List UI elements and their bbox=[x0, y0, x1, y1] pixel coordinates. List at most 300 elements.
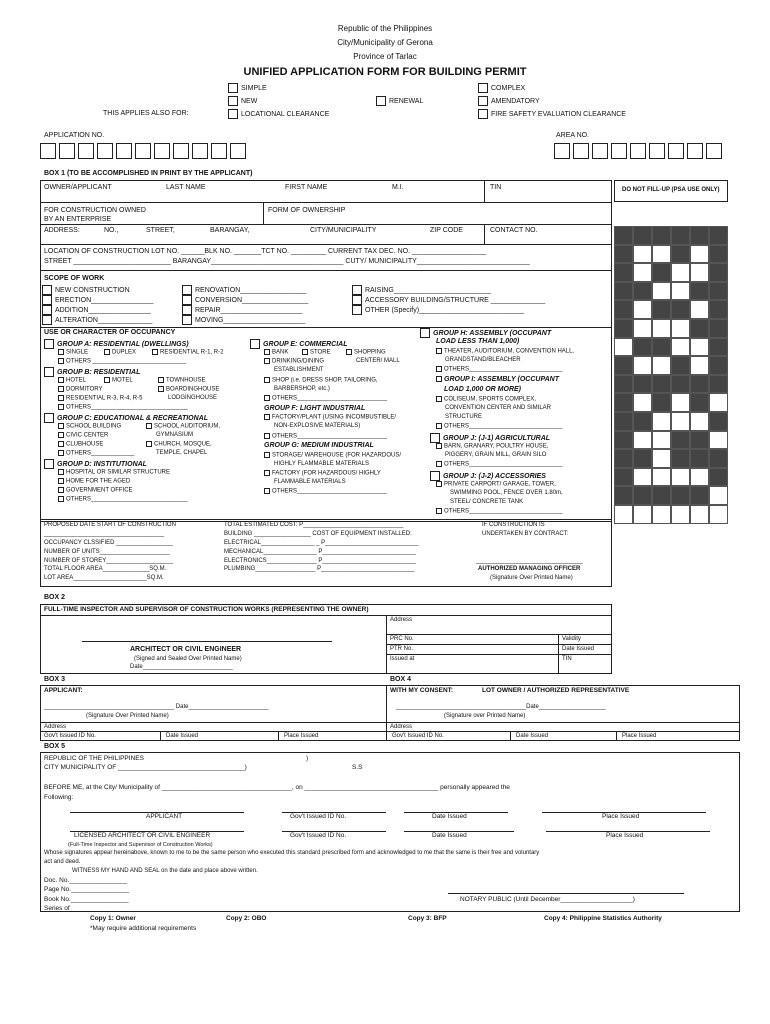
tin-label: TIN bbox=[490, 184, 502, 191]
number-box[interactable] bbox=[192, 143, 208, 159]
psa-grid-cell bbox=[671, 431, 690, 450]
gc-auditorium[interactable]: SCHOOL AUDITORIUM, bbox=[146, 423, 220, 430]
gb-lodging-label: LODGINGHOUSE bbox=[168, 395, 218, 401]
psa-grid-cell bbox=[633, 486, 652, 505]
ge-drinking[interactable]: DRINKING/DINING bbox=[264, 358, 324, 365]
gi-structure-label: STRUCTURE bbox=[445, 414, 482, 420]
psa-grid-cell bbox=[652, 356, 671, 375]
psa-grid-cell bbox=[690, 375, 709, 394]
psa-grid-cell bbox=[709, 375, 728, 394]
occupancy-classified[interactable]: OCCUPANCY CLSSIFIED _________________ bbox=[44, 540, 173, 546]
scope-accessory[interactable]: ACCESSORY BUILDING/STRUCTURE ______________ bbox=[352, 295, 545, 305]
group-d[interactable]: GROUP D: INSTITUTIONAL bbox=[44, 459, 147, 469]
option-renewal[interactable]: RENEWAL bbox=[376, 96, 423, 106]
scope-repair[interactable]: REPAIR_____________________ bbox=[182, 305, 302, 315]
cost-electronics[interactable]: ELECTRONICS_______________ P____________________________ bbox=[224, 558, 416, 564]
renewal-checkbox[interactable] bbox=[376, 96, 386, 106]
box4-date: Date Issued bbox=[516, 733, 549, 739]
gb-townhouse[interactable]: TOWNHOUSE bbox=[158, 377, 206, 384]
gj-barn[interactable]: BARN, GRANARY, POULTRY HOUSE, bbox=[436, 443, 548, 450]
gb-residential[interactable]: RESIDENTIAL R-3, R-4, R-5 bbox=[58, 395, 142, 402]
group-c[interactable]: GROUP C: EDUCATIONAL & RECREATIONAL bbox=[44, 413, 208, 423]
box1-title: BOX 1 (TO BE ACCOMPLISHED IN PRINT BY THE APPLICANT) bbox=[44, 170, 253, 177]
box3-sigline[interactable]: _______________________________________ Date________________________ bbox=[44, 704, 269, 710]
psa-grid-cell bbox=[614, 505, 633, 524]
psa-grid-cell bbox=[633, 449, 652, 468]
total-floor-area[interactable]: TOTAL FLOOR AREA______________SQ.M. bbox=[44, 566, 167, 572]
group-e-checkbox[interactable] bbox=[250, 339, 260, 349]
psa-grid-cell bbox=[671, 449, 690, 468]
gd-others[interactable]: OTHERS_____________________________ bbox=[58, 496, 188, 503]
psa-grid-cell bbox=[709, 356, 728, 375]
box5-fulltime: (Full-Time Inspector and Supervisor of Construction Works) bbox=[68, 842, 213, 848]
gj2-others[interactable]: OTHERS____________________________ bbox=[436, 508, 562, 515]
scope-conversion[interactable]: CONVERSION_________________ bbox=[182, 295, 308, 305]
box5-title: BOX 5 bbox=[44, 743, 66, 750]
psa-grid-cell bbox=[633, 468, 652, 487]
box2-issued-at: Issued at bbox=[390, 656, 415, 662]
ga-duplex[interactable]: DUPLEX bbox=[104, 349, 136, 356]
scope-raising-checkbox[interactable] bbox=[352, 285, 362, 295]
scope-alteration-checkbox[interactable] bbox=[42, 315, 52, 325]
box2-validity: Validity bbox=[562, 636, 581, 642]
group-c-checkbox[interactable] bbox=[44, 413, 54, 423]
scope-erection[interactable]: ERECTION________________ bbox=[42, 295, 153, 305]
psa-grid-cell bbox=[671, 282, 690, 301]
psa-grid-cell bbox=[709, 300, 728, 319]
psa-grid-cell bbox=[690, 245, 709, 264]
proposed-date: PROPOSED DATE START OF CONSTRUCTION bbox=[44, 522, 176, 528]
contract-label-2: UNDERTAKEN BY CONTRACT: bbox=[482, 531, 569, 537]
psa-grid-cell bbox=[652, 412, 671, 431]
psa-grid-cell bbox=[671, 505, 690, 524]
scope-moving-checkbox[interactable] bbox=[182, 315, 192, 325]
gc-civic[interactable]: CIVIC CENTER bbox=[58, 432, 108, 439]
address-label: ADDRESS: bbox=[44, 227, 80, 234]
number-box[interactable] bbox=[611, 143, 627, 159]
location-line-1: LOCATION OF CONSTRUCTION LOT NO. ______BLK NO. _______TCT NO. _________ CURRENT TAX DEC. NO. ___________________ bbox=[44, 248, 486, 255]
scope-moving[interactable]: MOVING_____________________ bbox=[182, 315, 305, 325]
box4-sig: (Signature over Printed Name) bbox=[444, 713, 526, 719]
psa-grid-cell bbox=[614, 245, 633, 264]
last-name-label: LAST NAME bbox=[166, 184, 206, 191]
number-units[interactable]: NUMBER OF UNITS_____________________ bbox=[44, 549, 170, 555]
box5-date1: Date Issued bbox=[432, 813, 467, 820]
address-zip-label: ZIP CODE bbox=[430, 227, 463, 234]
gd-home[interactable]: HOME FOR THE AGED bbox=[58, 478, 130, 485]
box2-heading: FULL-TIME INSPECTOR AND SUPERVISOR OF CONSTRUCTION WORKS (REPRESENTING THE OWNER) bbox=[44, 606, 369, 613]
address-contact-label: CONTACT NO. bbox=[490, 227, 538, 234]
option-amendatory[interactable]: AMENDATORY bbox=[478, 96, 540, 106]
area-no-label: AREA NO. bbox=[556, 132, 590, 139]
box4-place: Place Issued bbox=[622, 733, 657, 739]
number-box[interactable] bbox=[116, 143, 132, 159]
number-box[interactable] bbox=[97, 143, 113, 159]
box5-whose-1: Whose signatures appear hereinabove, known to me to be the same person who executed this standard prescribed form and acknowledged to me that the same is their free and voluntary bbox=[44, 850, 540, 856]
gc-school[interactable]: SCHOOL BUILDING bbox=[58, 423, 121, 430]
psa-grid-cell bbox=[671, 412, 690, 431]
ga-single[interactable]: SINGLE bbox=[58, 349, 88, 356]
amendatory-checkbox[interactable] bbox=[478, 96, 488, 106]
gf-factory[interactable]: FACTORY/PLANT (USING INCOMBUSTIBLE/ bbox=[264, 414, 396, 421]
address-barangay-label: BARANGAY, bbox=[210, 227, 250, 234]
box2-date[interactable]: Date___________________________ bbox=[130, 664, 233, 670]
ga-others[interactable]: OTHERS ____________________________ bbox=[58, 358, 186, 365]
psa-grid-cell bbox=[633, 282, 652, 301]
group-a[interactable]: GROUP A: RESIDENTIAL (DWELLINGS) bbox=[44, 339, 189, 349]
psa-grid-cell bbox=[690, 505, 709, 524]
by-enterprise-label: BY AN ENTERPRISE bbox=[44, 216, 112, 223]
psa-grid-cell bbox=[614, 282, 633, 301]
group-h[interactable]: GROUP H: ASSEMBLY (OCCUPANT bbox=[420, 328, 551, 338]
gc-church[interactable]: CHURCH, MOSQUE, bbox=[146, 441, 212, 448]
box5-city[interactable]: CITY MUNICIPALITY OF ___________________________________) bbox=[44, 764, 247, 771]
ge-barbershop-label: BARBERSHOP, etc.) bbox=[274, 386, 330, 392]
psa-grid-cell bbox=[652, 393, 671, 412]
gi-coliseum[interactable]: COLISEUM, SPORTS COMPLEX, bbox=[436, 396, 536, 403]
number-box[interactable] bbox=[211, 143, 227, 159]
group-j2-checkbox[interactable] bbox=[430, 471, 440, 481]
box4-sigline[interactable]: _______________________________________Date____________________ bbox=[396, 704, 606, 710]
psa-grid-cell bbox=[671, 245, 690, 264]
box5-doc[interactable]: Doc. No.________________ bbox=[44, 877, 128, 884]
scope-accessory-checkbox[interactable] bbox=[352, 295, 362, 305]
box5-govt1: Gov't Issued ID No. bbox=[290, 813, 347, 820]
psa-grid-cell bbox=[633, 505, 652, 524]
box3-title: BOX 3 bbox=[44, 676, 66, 683]
gf-others[interactable]: OTHERS___________________________ bbox=[264, 433, 387, 440]
psa-grid-cell bbox=[709, 282, 728, 301]
number-box[interactable] bbox=[154, 143, 170, 159]
number-box[interactable] bbox=[630, 143, 646, 159]
fire-checkbox[interactable] bbox=[478, 109, 488, 119]
psa-grid-cell bbox=[633, 412, 652, 431]
managing-officer-label: AUTHORIZED MANAGING OFFICER bbox=[478, 566, 581, 572]
gb-motel[interactable]: MOTEL bbox=[104, 377, 133, 384]
box5-republic: REPUBLIC OF THE PHILIPPINES bbox=[44, 755, 144, 762]
number-box[interactable] bbox=[230, 143, 246, 159]
number-box[interactable] bbox=[135, 143, 151, 159]
psa-grid-cell bbox=[671, 300, 690, 319]
psa-grid-cell bbox=[614, 412, 633, 431]
number-box[interactable] bbox=[173, 143, 189, 159]
group-j2[interactable]: GROUP J: (J-2) ACCESSORIES bbox=[430, 471, 546, 481]
footer-copy2: Copy 2: OBO bbox=[226, 915, 267, 922]
gf-nonexplosive-label: NON-EXPLOSIVE MATERIALS) bbox=[274, 423, 361, 429]
number-box[interactable] bbox=[59, 143, 75, 159]
gj2-tank-label: STEEL/ CONCRETE TANK bbox=[450, 499, 524, 505]
form-title: UNIFIED APPLICATION FORM FOR BUILDING PERMIT bbox=[243, 66, 527, 78]
scope-addition-checkbox[interactable] bbox=[42, 305, 52, 315]
gg-highly-label: HIGHLY FLAMMABLE MATERIALS bbox=[274, 461, 370, 467]
box5-book[interactable]: Book No.________________ bbox=[44, 896, 129, 903]
cost-building[interactable]: BUILDING _________________ COST OF EQUIPMENT INSTALLED: bbox=[224, 531, 412, 537]
gb-others[interactable]: OTHERS_____________________________ bbox=[58, 404, 188, 411]
psa-grid-cell bbox=[614, 356, 633, 375]
psa-grid-cell bbox=[652, 263, 671, 282]
number-box[interactable] bbox=[592, 143, 608, 159]
box3-place: Place Issued bbox=[284, 733, 319, 739]
number-box[interactable] bbox=[554, 143, 570, 159]
group-j1-checkbox[interactable] bbox=[430, 433, 440, 443]
box5-place2: Place Issued bbox=[606, 832, 644, 839]
psa-grid-cell bbox=[690, 338, 709, 357]
gg-factory[interactable]: FACTORY (FOR HAZARDOUS/ HIGHLY bbox=[264, 470, 381, 477]
group-h-load: LOAD LESS THAN 1,000) bbox=[436, 338, 520, 345]
ge-bank[interactable]: BANK bbox=[264, 349, 288, 356]
psa-grid-cell bbox=[633, 319, 652, 338]
number-box[interactable] bbox=[687, 143, 703, 159]
scope-new[interactable]: NEW CONSTRUCTION bbox=[42, 285, 130, 295]
number-box[interactable] bbox=[573, 143, 589, 159]
ge-mall-label: CENTER/ MALL bbox=[356, 358, 400, 364]
ge-establishment-label: ESTABLISHMENT bbox=[274, 367, 324, 373]
number-storey[interactable]: NUMBER OF STOREY____________________ bbox=[44, 558, 173, 564]
psa-grid-cell bbox=[652, 226, 671, 245]
mi-label: M.I. bbox=[392, 184, 404, 191]
box2-date-issued: Date Issued bbox=[562, 646, 595, 652]
box5-before[interactable]: BEFORE ME, at the City/ Municipality of ____________________________________, on _____________________________________ personally appeared the bbox=[44, 784, 510, 791]
footer-note: *May require additional requirements bbox=[90, 925, 197, 932]
psa-grid-cell bbox=[709, 468, 728, 487]
contract-label-1: IF CONSTRUCTION IS bbox=[482, 522, 545, 528]
psa-grid-cell bbox=[652, 468, 671, 487]
psa-grid-cell bbox=[614, 226, 633, 245]
psa-grid-cell bbox=[671, 319, 690, 338]
box4-consent: WITH MY CONSENT: bbox=[390, 687, 454, 694]
box5-paren: ) bbox=[306, 755, 309, 762]
box4-title: BOX 4 bbox=[390, 676, 412, 683]
number-box[interactable] bbox=[668, 143, 684, 159]
psa-grid-cell bbox=[709, 226, 728, 245]
address-street-label: STREET, bbox=[146, 227, 175, 234]
group-h-checkbox[interactable] bbox=[420, 328, 430, 338]
construction-owned-label: FOR CONSTRUCTION OWNED bbox=[44, 207, 146, 214]
psa-grid-cell bbox=[614, 468, 633, 487]
psa-grid-cell bbox=[671, 375, 690, 394]
gg-storage[interactable]: STORAGE/ WAREHOUSE (FOR HAZARDOUS/ bbox=[264, 452, 401, 459]
psa-grid-cell bbox=[690, 431, 709, 450]
number-box[interactable] bbox=[78, 143, 94, 159]
ge-store[interactable]: STORE bbox=[302, 349, 331, 356]
box2-tin: TIN bbox=[562, 656, 572, 662]
group-i-load: LOAD 1,000 OR MORE) bbox=[444, 386, 522, 393]
option-simple[interactable]: SIMPLE bbox=[228, 83, 267, 93]
scope-renovation-checkbox[interactable] bbox=[182, 285, 192, 295]
psa-grid-cell bbox=[671, 468, 690, 487]
footer-copy3: Copy 3: BFP bbox=[408, 915, 447, 922]
box5-notary[interactable]: NOTARY PUBLIC (Until December____________________) bbox=[460, 896, 635, 903]
scope-erection-checkbox[interactable] bbox=[42, 295, 52, 305]
ga-residential[interactable]: RESIDENTIAL R-1, R-2 bbox=[152, 349, 223, 356]
psa-grid-cell bbox=[614, 263, 633, 282]
scope-raising[interactable]: RAISING_________________________ bbox=[352, 285, 491, 295]
option-new[interactable]: NEW bbox=[228, 96, 257, 106]
locational-checkbox[interactable] bbox=[228, 109, 238, 119]
box3-date: Date Issued bbox=[166, 733, 199, 739]
box5-licensed: LICENSED ARCHITECT OR CIVIL ENGINEER bbox=[74, 832, 211, 839]
gg-others[interactable]: OTHERS___________________________ bbox=[264, 488, 387, 495]
box5-govt2: Gov't Issued ID No. bbox=[290, 832, 347, 839]
psa-grid-cell bbox=[614, 431, 633, 450]
header-province: Province of Tarlac bbox=[353, 52, 417, 61]
group-i[interactable]: GROUP I: ASSEMBLY (OCCUPANT bbox=[436, 376, 559, 383]
option-locational[interactable]: LOCATIONAL CLEARANCE bbox=[228, 109, 329, 119]
scope-renovation[interactable]: RENOVATION_________________ bbox=[182, 285, 306, 295]
scope-new-checkbox[interactable] bbox=[42, 285, 52, 295]
box5-ss: S.S bbox=[352, 764, 363, 771]
psa-grid-cell bbox=[709, 393, 728, 412]
scope-other-checkbox[interactable] bbox=[352, 305, 362, 315]
group-i-checkbox[interactable] bbox=[436, 376, 442, 382]
psa-grid-cell bbox=[690, 319, 709, 338]
group-d-checkbox[interactable] bbox=[44, 459, 54, 469]
group-b-checkbox[interactable] bbox=[44, 367, 54, 377]
gb-dormitory[interactable]: DORMITORY bbox=[58, 386, 102, 393]
ge-shopping[interactable]: SHOPPING bbox=[346, 349, 386, 356]
scope-addition[interactable]: ADDITION________________ bbox=[42, 305, 151, 315]
scope-title: SCOPE OF WORK bbox=[44, 275, 105, 282]
gj2-carport[interactable]: PRIVATE CARPORT/ GARAGE, TOWER, bbox=[436, 481, 556, 488]
scope-other[interactable]: OTHER (Specify)___________________________ bbox=[352, 305, 524, 315]
psa-grid-cell bbox=[709, 486, 728, 505]
complex-checkbox[interactable] bbox=[478, 83, 488, 93]
proposed-date-line[interactable]: ____________________________________ bbox=[44, 531, 165, 537]
scope-conversion-checkbox[interactable] bbox=[182, 295, 192, 305]
box2-address-label: Address bbox=[390, 617, 413, 623]
psa-grid-cell bbox=[614, 449, 633, 468]
box4-govt: Gov't Issued ID No. bbox=[392, 733, 444, 739]
gh-grandstand-label: GRANDSTAND/BLEACHER bbox=[445, 357, 521, 363]
gb-hotel[interactable]: HOTEL bbox=[58, 377, 86, 384]
gg-flammable-label: FLAMMABLE MATERIALS bbox=[274, 479, 346, 485]
psa-grid-cell bbox=[690, 449, 709, 468]
applies-label: THIS APPLIES ALSO FOR: bbox=[103, 110, 189, 117]
psa-grid-cell bbox=[709, 431, 728, 450]
box2-title: BOX 2 bbox=[44, 594, 66, 601]
group-f-label: GROUP F: LIGHT INDUSTRIAL bbox=[264, 405, 366, 412]
psa-grid-cell bbox=[652, 486, 671, 505]
psa-grid-cell bbox=[633, 226, 652, 245]
group-e[interactable]: GROUP E: COMMERCIAL bbox=[250, 339, 348, 349]
number-box[interactable] bbox=[40, 143, 56, 159]
new-checkbox[interactable] bbox=[228, 96, 238, 106]
box5-page[interactable]: Page No.________________ bbox=[44, 886, 129, 893]
cost-mechanical[interactable]: MECHANICAL________________ P____________________________ bbox=[224, 549, 416, 555]
psa-grid-cell bbox=[633, 338, 652, 357]
application-no-label: APPLICATION NO. bbox=[44, 132, 105, 139]
psa-notice: DO NOT FILL-UP (PSA USE ONLY) bbox=[622, 187, 720, 193]
first-name-label: FIRST NAME bbox=[285, 184, 328, 191]
lot-area[interactable]: LOT AREA______________________SQ.M. bbox=[44, 575, 164, 581]
cost-electrical[interactable]: ELECTRICAL________________ _ P____________________________ bbox=[224, 540, 419, 546]
psa-grid-cell bbox=[690, 486, 709, 505]
gj2-pool-label: SWIMMING POOL, FENCE OVER 1.80m, bbox=[450, 490, 563, 496]
group-j1[interactable]: GROUP J: (J-1) AGRICULTURAL bbox=[430, 433, 550, 443]
number-box[interactable] bbox=[706, 143, 722, 159]
gh-others[interactable]: OTHERS____________________________ bbox=[436, 366, 562, 373]
psa-grid-cell bbox=[614, 486, 633, 505]
gj-others[interactable]: OTHERS____________________________ bbox=[436, 461, 562, 468]
group-b[interactable]: GROUP B: RESIDENTIAL bbox=[44, 367, 140, 377]
owner-label: OWNER/APPLICANT bbox=[44, 184, 112, 191]
psa-grid-cell bbox=[633, 431, 652, 450]
option-fire[interactable]: FIRE SAFETY EVALUATION CLEARANCE bbox=[478, 109, 626, 119]
psa-grid-cell bbox=[633, 300, 652, 319]
psa-grid-cell bbox=[633, 356, 652, 375]
box4-address: Address bbox=[390, 724, 413, 730]
box3-sig: (Signature Over Printed Name) bbox=[86, 713, 169, 719]
gb-boarding[interactable]: BOARDINGHOUSE bbox=[158, 386, 219, 393]
psa-grid-cell bbox=[652, 375, 671, 394]
scope-repair-checkbox[interactable] bbox=[182, 305, 192, 315]
box2-ptr: PTR No. bbox=[390, 646, 414, 652]
group-a-checkbox[interactable] bbox=[44, 339, 54, 349]
gd-government[interactable]: GOVERNMENT OFFICE bbox=[58, 487, 133, 494]
psa-grid-cell bbox=[671, 393, 690, 412]
psa-grid-cell bbox=[690, 412, 709, 431]
psa-grid-cell bbox=[633, 375, 652, 394]
gc-others[interactable]: OTHERS_____________ bbox=[58, 450, 134, 457]
psa-header-box bbox=[614, 180, 728, 202]
psa-grid-cell bbox=[614, 375, 633, 394]
gd-hospital[interactable]: HOSPITAL OR SIMILAR STRUCTURE bbox=[58, 469, 170, 476]
gc-gym-label: GYMNASIUM bbox=[156, 432, 194, 438]
box5-series[interactable]: Series of________________ bbox=[44, 905, 128, 912]
box5-witness: WITNESS MY HAND AND SEAL on the date and place above written. bbox=[72, 868, 258, 874]
number-box[interactable] bbox=[649, 143, 665, 159]
ge-shop[interactable]: SHOP (i.e. DRESS SHOP, TAILORING, bbox=[264, 377, 378, 384]
box5-whose-2: act and deed. bbox=[44, 859, 81, 865]
gi-others[interactable]: OTHERS____________________________ bbox=[436, 423, 562, 430]
footer-copy1: Copy 1: Owner bbox=[90, 915, 136, 922]
managing-officer-line[interactable]: ________________________________ bbox=[476, 558, 583, 564]
simple-checkbox[interactable] bbox=[228, 83, 238, 93]
footer-copy4: Copy 4: Philippine Statistics Authority bbox=[544, 915, 662, 922]
form-ownership-label: FORM OF OWNERSHIP bbox=[268, 207, 346, 214]
scope-alteration[interactable]: ALTERATION______________ bbox=[42, 315, 152, 325]
header-city: City/Municipality of Gerona bbox=[337, 38, 433, 47]
psa-grid-cell bbox=[690, 393, 709, 412]
gh-theater[interactable]: THEATER, AUDITORIUM, CONVENTION HALL, bbox=[436, 348, 574, 355]
psa-grid-cell bbox=[652, 431, 671, 450]
psa-grid-cell bbox=[690, 282, 709, 301]
group-g-label: GROUP G: MEDIUM INDUSTRIAL bbox=[264, 442, 374, 449]
ge-others[interactable]: OTHERS___________________________ bbox=[264, 395, 387, 402]
psa-grid-cell bbox=[709, 449, 728, 468]
total-cost[interactable]: TOTAL ESTIMATED COST: P______________________________ bbox=[224, 522, 404, 528]
psa-grid-cell bbox=[671, 486, 690, 505]
psa-grid-cell bbox=[652, 338, 671, 357]
psa-grid-cell bbox=[709, 319, 728, 338]
psa-grid-cell bbox=[652, 282, 671, 301]
psa-grid-cell bbox=[652, 449, 671, 468]
option-complex[interactable]: COMPLEX bbox=[478, 83, 525, 93]
address-no-label: NO., bbox=[104, 227, 119, 234]
cost-plumbing[interactable]: PLUMBING__________________ P____________________________ bbox=[224, 566, 415, 572]
gc-clubhouse[interactable]: CLUBHOUSE bbox=[58, 441, 103, 448]
gj-piggery-label: PIGGERY, GRAIN MILL, GRAIN SILO bbox=[445, 452, 547, 458]
psa-grid-cell bbox=[671, 226, 690, 245]
box5-following: Following: bbox=[44, 794, 74, 801]
box3-address: Address bbox=[44, 724, 67, 730]
box5-place1: Place Issued bbox=[602, 813, 640, 820]
box5-date2: Date Issued bbox=[432, 832, 467, 839]
psa-grid-cell bbox=[690, 468, 709, 487]
box5-applicant: APPLICANT bbox=[146, 813, 183, 820]
psa-grid-cell bbox=[690, 263, 709, 282]
psa-grid-cell bbox=[614, 300, 633, 319]
